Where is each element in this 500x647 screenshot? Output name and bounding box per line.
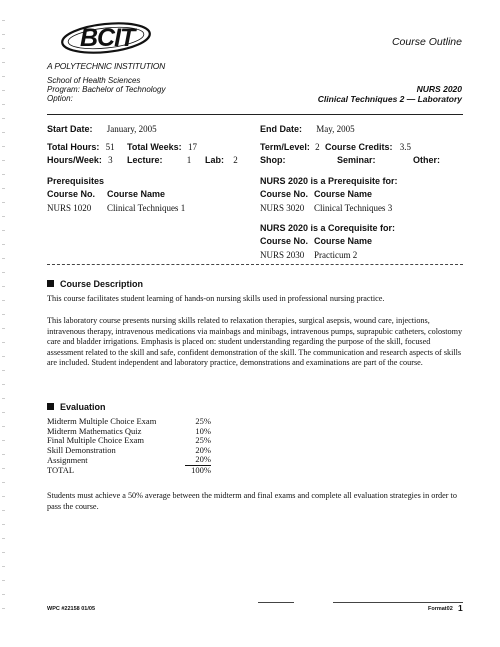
program-name: Program: Bachelor of Technology	[47, 85, 166, 94]
footer-form-id: WPC #22158 01/05	[47, 606, 96, 612]
header-rule	[47, 114, 463, 115]
prereq-course-no: NURS 1020	[47, 203, 92, 213]
description-heading: Course Description	[47, 279, 143, 289]
institution-name: A POLYTECHNIC INSTITUTION	[47, 61, 166, 71]
coreq-col-name: Course Name	[314, 236, 373, 246]
option-label: Option:	[47, 94, 73, 103]
prereq-for-col-no: Course No.	[260, 189, 309, 199]
course-code: NURS 2020	[416, 84, 462, 94]
course-credits: Course Credits: 3.5	[325, 142, 412, 152]
coreq-course-no: NURS 2030	[260, 250, 305, 260]
lab-hours: Lab: 2	[205, 155, 238, 165]
table-row-total: TOTAL 100%	[47, 464, 211, 475]
coreq-course-name: Practicum 2	[314, 250, 358, 260]
prereq-col-no: Course No.	[47, 189, 96, 199]
bcit-logo	[60, 20, 156, 54]
term-level: Term/Level: 2	[260, 142, 320, 152]
prereq-for-col-name: Course Name	[314, 189, 373, 199]
total-weeks: Total Weeks: 17	[127, 142, 197, 152]
prereq-course-name: Clinical Techniques 1	[107, 203, 186, 213]
description-para-1: This course facilitates student learning of hands-on nursing skills used in professional nursing practice.	[47, 294, 385, 303]
table-row: Skill Demonstration 20%	[47, 444, 211, 455]
table-row: Midterm Multiple Choice Exam 25%	[47, 416, 211, 426]
section-rule	[47, 264, 463, 265]
prereq-for-course-name: Clinical Techniques 3	[314, 203, 393, 213]
prereq-for-course-no: NURS 3020	[260, 203, 305, 213]
other-label: Other:	[413, 155, 440, 165]
total-hours: Total Hours: 51	[47, 142, 115, 152]
bullet-square-icon	[47, 403, 54, 410]
coreq-title: NURS 2020 is a Corequisite for:	[260, 223, 396, 233]
school-name: School of Health Sciences	[47, 76, 141, 85]
doc-type: Course Outline	[391, 36, 462, 48]
bullet-square-icon	[47, 280, 54, 287]
footer-format: Format02	[428, 606, 453, 612]
prereq-title: Prerequisites	[47, 176, 105, 186]
table-row: Final Multiple Choice Exam 25%	[47, 435, 211, 446]
table-row: Assignment 20%	[47, 454, 211, 465]
start-date: Start Date: January, 2005	[47, 124, 157, 134]
page-number: 1	[458, 603, 463, 613]
end-date: End Date: May, 2005	[260, 124, 355, 134]
logo-text: BCIT	[80, 24, 135, 52]
prereq-col-name: Course Name	[107, 189, 166, 199]
description-para-2: This laboratory course presents nursing skills related to relaxation therapies, surgical asepsis, wound care, injections, intravenous therapy, intravenous medications via mainbags and minibags, intravenous pumps, suprapubic catheters, colostomy care and bladder irrigations. Emphasis is placed on: student understanding regarding the purpose of the skill, focused assessment related to the skill and safe, confident demonstration of the skill. The communication and research aspects of skills are included. Student independent and laboratory practice, demonstrations and examinations are part of the course.	[47, 316, 463, 368]
evaluation-note: Students must achieve a 50% average between the midterm and final exams and complete all evaluation strategies in order to pass the course.	[47, 491, 457, 511]
shop-label: Shop:	[260, 155, 286, 165]
footer-rule-left	[258, 602, 294, 603]
course-title: Clinical Techniques 2 — Laboratory	[317, 94, 462, 104]
hours-week: Hours/Week: 3	[47, 155, 113, 165]
table-row: Midterm Mathematics Quiz 10%	[47, 425, 211, 436]
seminar-label: Seminar:	[337, 155, 376, 165]
evaluation-table	[47, 417, 211, 476]
evaluation-heading: Evaluation	[47, 402, 106, 412]
coreq-col-no: Course No.	[260, 236, 309, 246]
prereq-for-title: NURS 2020 is a Prerequisite for:	[260, 176, 398, 186]
footer-rule-right	[333, 602, 463, 603]
binding-marks	[2, 20, 5, 620]
lecture-hours: Lecture: 1	[127, 155, 192, 165]
